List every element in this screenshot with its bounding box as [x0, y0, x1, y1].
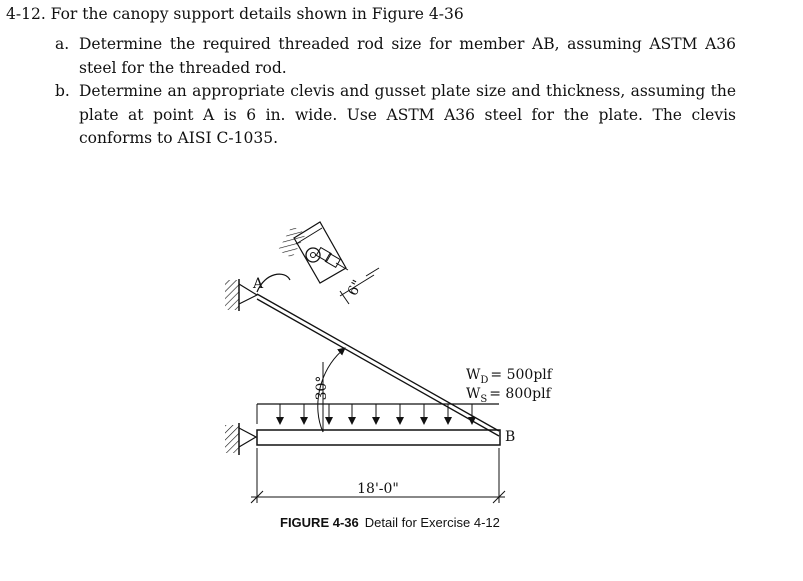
part-a-label: a. — [55, 35, 70, 53]
wall-support-beam — [225, 423, 256, 455]
part-b-text: Determine an appropriate clevis and gusset plate size and thickness, assuming the plate at point A is 6 in. wide. Use ASTM A36 steel for the plate. The clevis conforms to AISI C-1035. — [79, 82, 736, 147]
point-b-label: B — [505, 429, 516, 445]
angle-30-label: 30° — [314, 375, 330, 401]
snow-load-label: $W_S = 800plf$ — [466, 386, 551, 405]
span-dimension — [251, 448, 505, 503]
dead-load-label: $W_D = 500plf$ — [466, 367, 552, 386]
part-a-text: Determine the required threaded rod size for member AB, assuming ASTM A36 steel for the threaded rod. — [79, 35, 736, 77]
dimension-6in-label: 6" — [344, 277, 367, 299]
problem-title: 4-12. For the canopy support details shown in Figure 4-36 — [6, 5, 464, 23]
span-label: 18'-0" — [357, 481, 399, 497]
canopy-beam — [257, 430, 500, 445]
point-a-label: A — [253, 276, 264, 292]
distributed-load — [257, 404, 499, 424]
part-b-label: b. — [55, 82, 70, 100]
figure-caption: FIGURE 4-36 Detail for Exercise 4-12 — [280, 515, 500, 530]
load-arrows — [280, 404, 472, 424]
dimension-6in — [340, 268, 379, 304]
threaded-rod-ab — [257, 294, 499, 436]
clevis-detail — [278, 222, 348, 283]
